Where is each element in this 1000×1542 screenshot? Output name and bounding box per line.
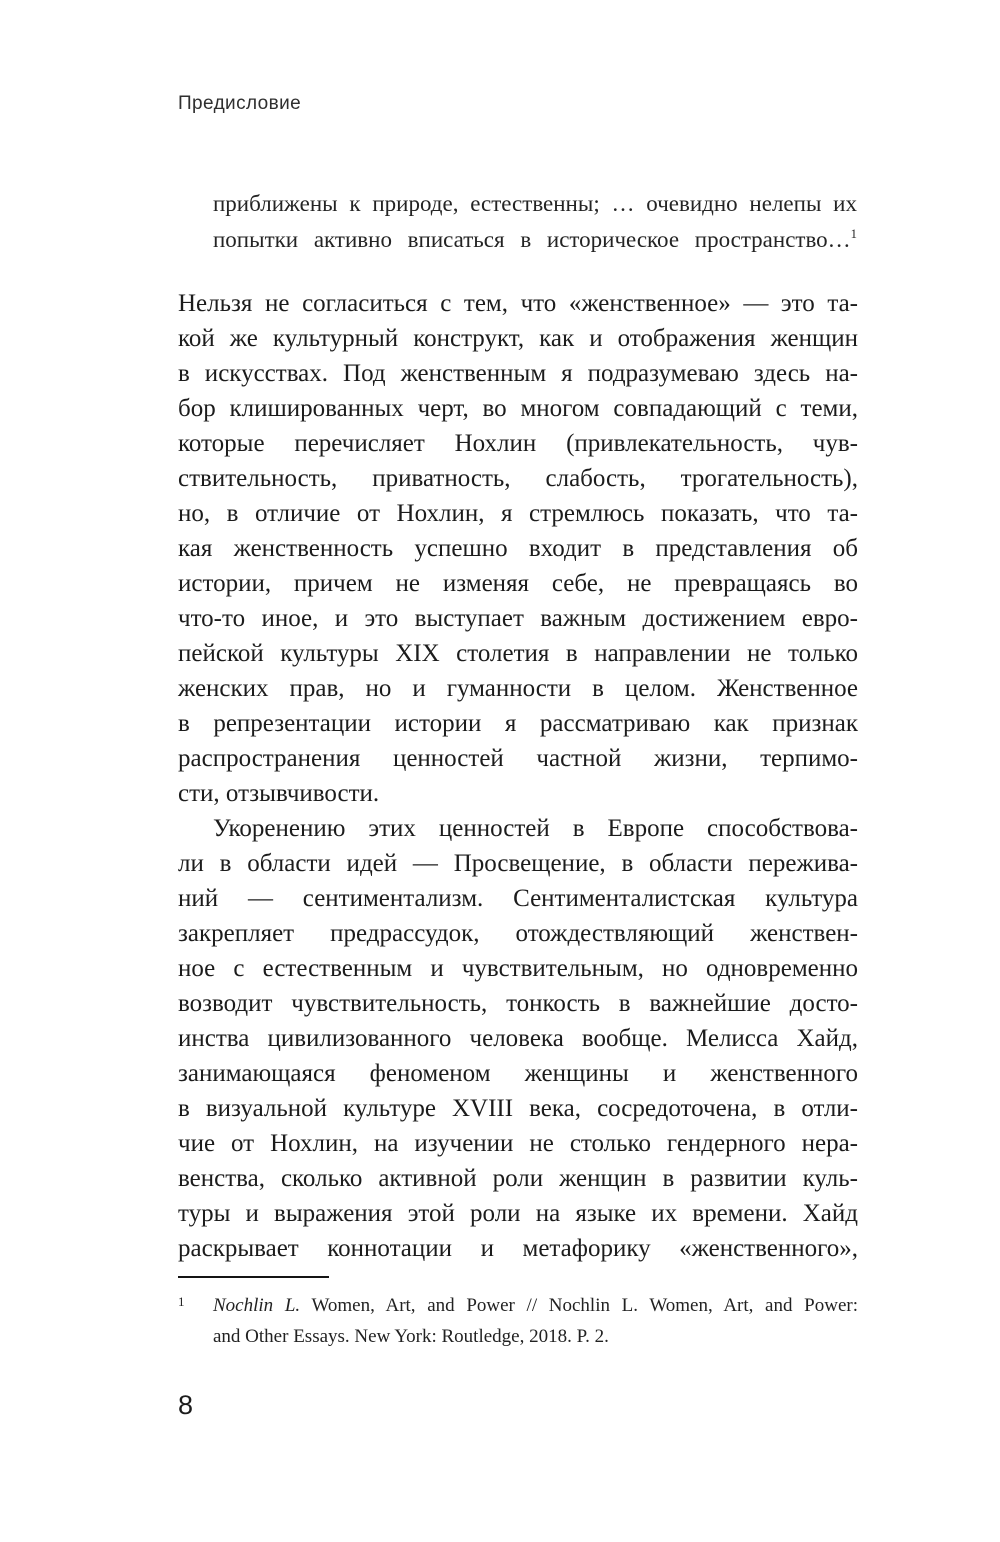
text-line: сти, отзывчивости. (178, 780, 380, 807)
footnote-marker: 1 (178, 1294, 185, 1309)
text-line: кой же культурный конструкт, как и отображения женщин (178, 325, 858, 352)
footnote-line: and Other Essays. New York: Routledge, 2018. P. 2. (213, 1326, 609, 1347)
text-line: что-то иное, и это выступает важным достижением евро- (178, 605, 858, 632)
text-line: но, в отличие от Нохлин, я стремлюсь показать, что та- (178, 500, 858, 527)
quote-block (213, 186, 857, 258)
text-line: венства, сколько активной роли женщин в развитии куль- (178, 1165, 858, 1192)
page-number: 8 (178, 1390, 194, 1420)
quote-line (213, 222, 857, 258)
text-line: пейской культуры XIX столетия в направлении не только (178, 640, 858, 667)
footnote (178, 1290, 858, 1352)
footnote-author: Nochlin L. (213, 1295, 301, 1316)
footnote-reference-text: Women, Art, and Power // Nochlin L. Women, Art, and Power: (300, 1295, 858, 1316)
text-line: инства цивилизованного человека вообще. Мелисса Хайд, (178, 1025, 858, 1052)
text-line: в искусствах. Под женственным я подразумеваю здесь на- (178, 360, 858, 387)
text-line: возводит чувствительность, тонкость в важнейшие досто- (178, 990, 858, 1017)
text-line: ли в области идей — Просвещение, в области пережива- (178, 850, 858, 877)
body-paragraph (178, 811, 858, 1266)
quote-line-text: попытки активно вписаться в историческое пространство… (213, 227, 851, 252)
footnote-text (213, 1290, 858, 1352)
text-line: ствительность, приватность, слабость, трогательность), (178, 465, 858, 492)
footnote-line (213, 1290, 858, 1321)
text-line: Нельзя не согласиться с тем, что «женственное» — это та- (178, 290, 858, 317)
text-line: занимающаяся феноменом женщины и женственного (178, 1060, 858, 1087)
text-line: истории, причем не изменяя себе, не превращаясь во (178, 570, 858, 597)
text-line: Укоренению этих ценностей в Европе способствова- (213, 815, 858, 842)
body-text (178, 286, 858, 1266)
text-line: распространения ценностей частной жизни, терпимо- (178, 745, 858, 772)
text-line: ний — сентиментализм. Сентименталистская культура (178, 885, 858, 912)
text-line: раскрывает коннотации и метафорику «женственного», (178, 1235, 858, 1262)
text-line: в визуальной культуре XVIII века, сосредоточена, в отли- (178, 1095, 858, 1122)
body-paragraph (178, 286, 858, 811)
text-line: чие от Нохлин, на изучении не столько гендерного нера- (178, 1130, 858, 1157)
footnote-ref: 1 (850, 227, 857, 241)
text-line: в репрезентации истории я рассматриваю как признак (178, 710, 858, 737)
text-line: бор клишированных черт, во многом совпадающий с теми, (178, 395, 858, 422)
footnote-separator (178, 1276, 329, 1278)
text-line: которые перечисляет Нохлин (привлекательность, чув- (178, 430, 858, 457)
text-line: закрепляет предрассудок, отождествляющий женствен- (178, 920, 858, 947)
text-line: ное с естественным и чувствительным, но одновременно (178, 955, 858, 982)
text-line: женских прав, но и гуманности в целом. Женственное (178, 675, 858, 702)
running-head: Предисловие (178, 93, 302, 114)
text-line: туры и выражения этой роли на языке их времени. Хайд (178, 1200, 858, 1227)
text-line: кая женственность успешно входит в представления об (178, 535, 858, 562)
quote-line: приближены к природе, естественны; … очевидно нелепы их (213, 191, 857, 216)
